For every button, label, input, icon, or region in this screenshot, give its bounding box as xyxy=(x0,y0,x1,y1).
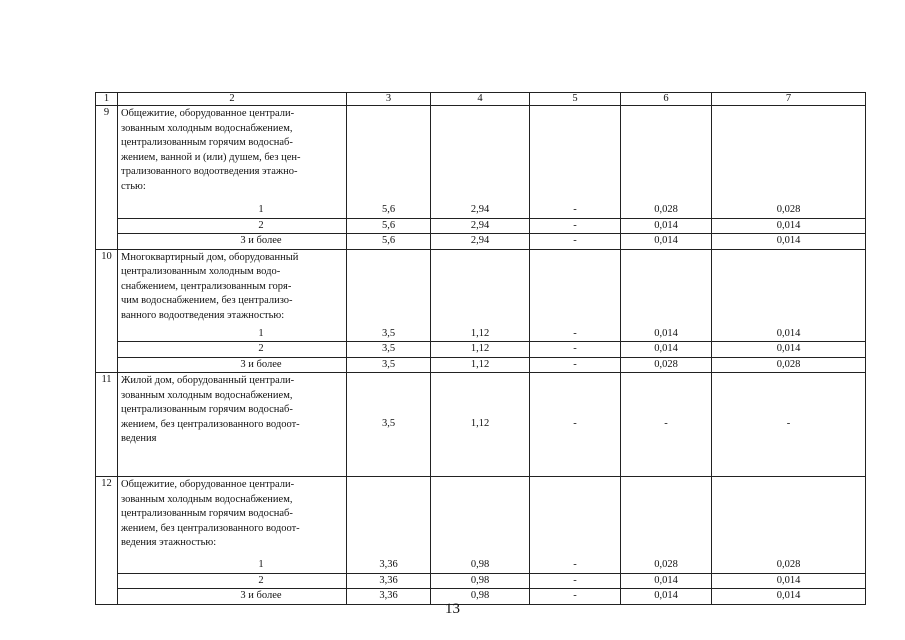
value-col3: 3,5 xyxy=(347,327,431,342)
column-number-header: 2 xyxy=(118,93,347,106)
value-col5: - xyxy=(530,218,621,234)
floor-count-cell: 1 xyxy=(118,558,347,573)
value-col4: 1,12 xyxy=(431,342,530,358)
empty-cell xyxy=(712,249,866,327)
column-number-header: 4 xyxy=(431,93,530,106)
value-col5: - xyxy=(530,589,621,605)
value-col7: 0,014 xyxy=(712,218,866,234)
value-col7: 0,014 xyxy=(712,589,866,605)
floor-count-cell: 1 xyxy=(118,327,347,342)
empty-cell xyxy=(621,106,712,204)
value-col5: - xyxy=(530,373,621,477)
row-number: 11 xyxy=(96,373,118,477)
empty-cell xyxy=(347,249,431,327)
value-col6: 0,028 xyxy=(621,203,712,218)
value-col7: 0,028 xyxy=(712,558,866,573)
value-col4: 2,94 xyxy=(431,203,530,218)
value-col6: - xyxy=(621,373,712,477)
value-col4: 0,98 xyxy=(431,573,530,589)
floor-count-cell: 3 и более xyxy=(118,589,347,605)
floor-count-cell: 1 xyxy=(118,203,347,218)
description-cell: Общежитие, оборудованное централи- зованным холодным водоснабжением, централизованным горячим водоснаб- жением, ванной и (или) душем, без цен- трализованного водоотведения этажно- стью: xyxy=(118,106,347,204)
page-number: 13 xyxy=(445,601,460,617)
header-row xyxy=(96,93,866,106)
value-col6: 0,028 xyxy=(621,558,712,573)
value-col3: 5,6 xyxy=(347,218,431,234)
empty-cell xyxy=(621,249,712,327)
empty-cell xyxy=(347,477,431,559)
floor-count-cell: 3 и более xyxy=(118,234,347,250)
value-col5: - xyxy=(530,327,621,342)
value-col3: 3,5 xyxy=(347,342,431,358)
table-row xyxy=(96,342,866,358)
norms-table xyxy=(95,92,866,605)
description-cell: Жилой дом, оборудованный централи- зованным холодным водоснабжением, централизованным горячим водоснаб- жением, без централизованного водоот- ведения xyxy=(118,373,347,477)
empty-cell xyxy=(431,106,530,204)
table-row xyxy=(96,203,866,218)
column-number-header: 6 xyxy=(621,93,712,106)
group-description-row xyxy=(96,477,866,559)
empty-cell xyxy=(431,477,530,559)
empty-cell xyxy=(530,249,621,327)
value-col4: 1,12 xyxy=(431,373,530,477)
table-row xyxy=(96,558,866,573)
value-col6: 0,014 xyxy=(621,234,712,250)
value-col5: - xyxy=(530,357,621,373)
value-col6: 0,014 xyxy=(621,589,712,605)
value-col3: 5,6 xyxy=(347,203,431,218)
value-col7: 0,014 xyxy=(712,327,866,342)
empty-cell xyxy=(530,477,621,559)
floor-count-cell: 3 и более xyxy=(118,357,347,373)
value-col6: 0,014 xyxy=(621,342,712,358)
description-cell: Общежитие, оборудованное централи- зованным холодным водоснабжением, централизованным горячим водоснаб- жением, без централизованного водоот- ведения этажностью: xyxy=(118,477,347,559)
table-row xyxy=(96,357,866,373)
table-row xyxy=(96,573,866,589)
table-body xyxy=(96,93,866,605)
empty-cell xyxy=(530,106,621,204)
value-col4: 1,12 xyxy=(431,357,530,373)
empty-cell xyxy=(621,477,712,559)
table-row xyxy=(96,327,866,342)
floor-count-cell: 2 xyxy=(118,218,347,234)
row-number: 10 xyxy=(96,249,118,373)
table-row xyxy=(96,234,866,250)
value-col4: 2,94 xyxy=(431,218,530,234)
column-number-header: 7 xyxy=(712,93,866,106)
value-col5: - xyxy=(530,234,621,250)
value-col7: 0,014 xyxy=(712,573,866,589)
value-col3: 3,36 xyxy=(347,573,431,589)
value-col5: - xyxy=(530,342,621,358)
column-number-header: 1 xyxy=(96,93,118,106)
value-col3: 3,5 xyxy=(347,373,431,477)
value-col4: 0,98 xyxy=(431,589,530,605)
empty-cell xyxy=(431,249,530,327)
value-col3: 3,36 xyxy=(347,558,431,573)
value-col6: 0,014 xyxy=(621,218,712,234)
floor-count-cell: 2 xyxy=(118,342,347,358)
column-number-header: 3 xyxy=(347,93,431,106)
value-col7: 0,014 xyxy=(712,234,866,250)
empty-cell xyxy=(712,477,866,559)
floor-count-cell: 2 xyxy=(118,573,347,589)
group-description-row xyxy=(96,106,866,204)
value-col7: - xyxy=(712,373,866,477)
value-col7: 0,028 xyxy=(712,203,866,218)
value-col4: 2,94 xyxy=(431,234,530,250)
group-description-row xyxy=(96,249,866,327)
empty-cell xyxy=(712,106,866,204)
value-col4: 1,12 xyxy=(431,327,530,342)
column-number-header: 5 xyxy=(530,93,621,106)
value-col4: 0,98 xyxy=(431,558,530,573)
value-col5: - xyxy=(530,558,621,573)
value-col3: 5,6 xyxy=(347,234,431,250)
row-number: 12 xyxy=(96,477,118,605)
table-row xyxy=(96,218,866,234)
value-col6: 0,028 xyxy=(621,357,712,373)
row-number: 9 xyxy=(96,106,118,250)
value-col7: 0,014 xyxy=(712,342,866,358)
value-col5: - xyxy=(530,203,621,218)
value-col3: 3,36 xyxy=(347,589,431,605)
value-col6: 0,014 xyxy=(621,573,712,589)
description-cell: Многоквартирный дом, оборудованный централизованным холодным водо- снабжением, централизованным горя- чим водоснабжением, без централизо- ванного водоотведения этажностью: xyxy=(118,249,347,327)
table-row xyxy=(96,373,866,477)
value-col7: 0,028 xyxy=(712,357,866,373)
empty-cell xyxy=(347,106,431,204)
value-col6: 0,014 xyxy=(621,327,712,342)
value-col3: 3,5 xyxy=(347,357,431,373)
value-col5: - xyxy=(530,573,621,589)
